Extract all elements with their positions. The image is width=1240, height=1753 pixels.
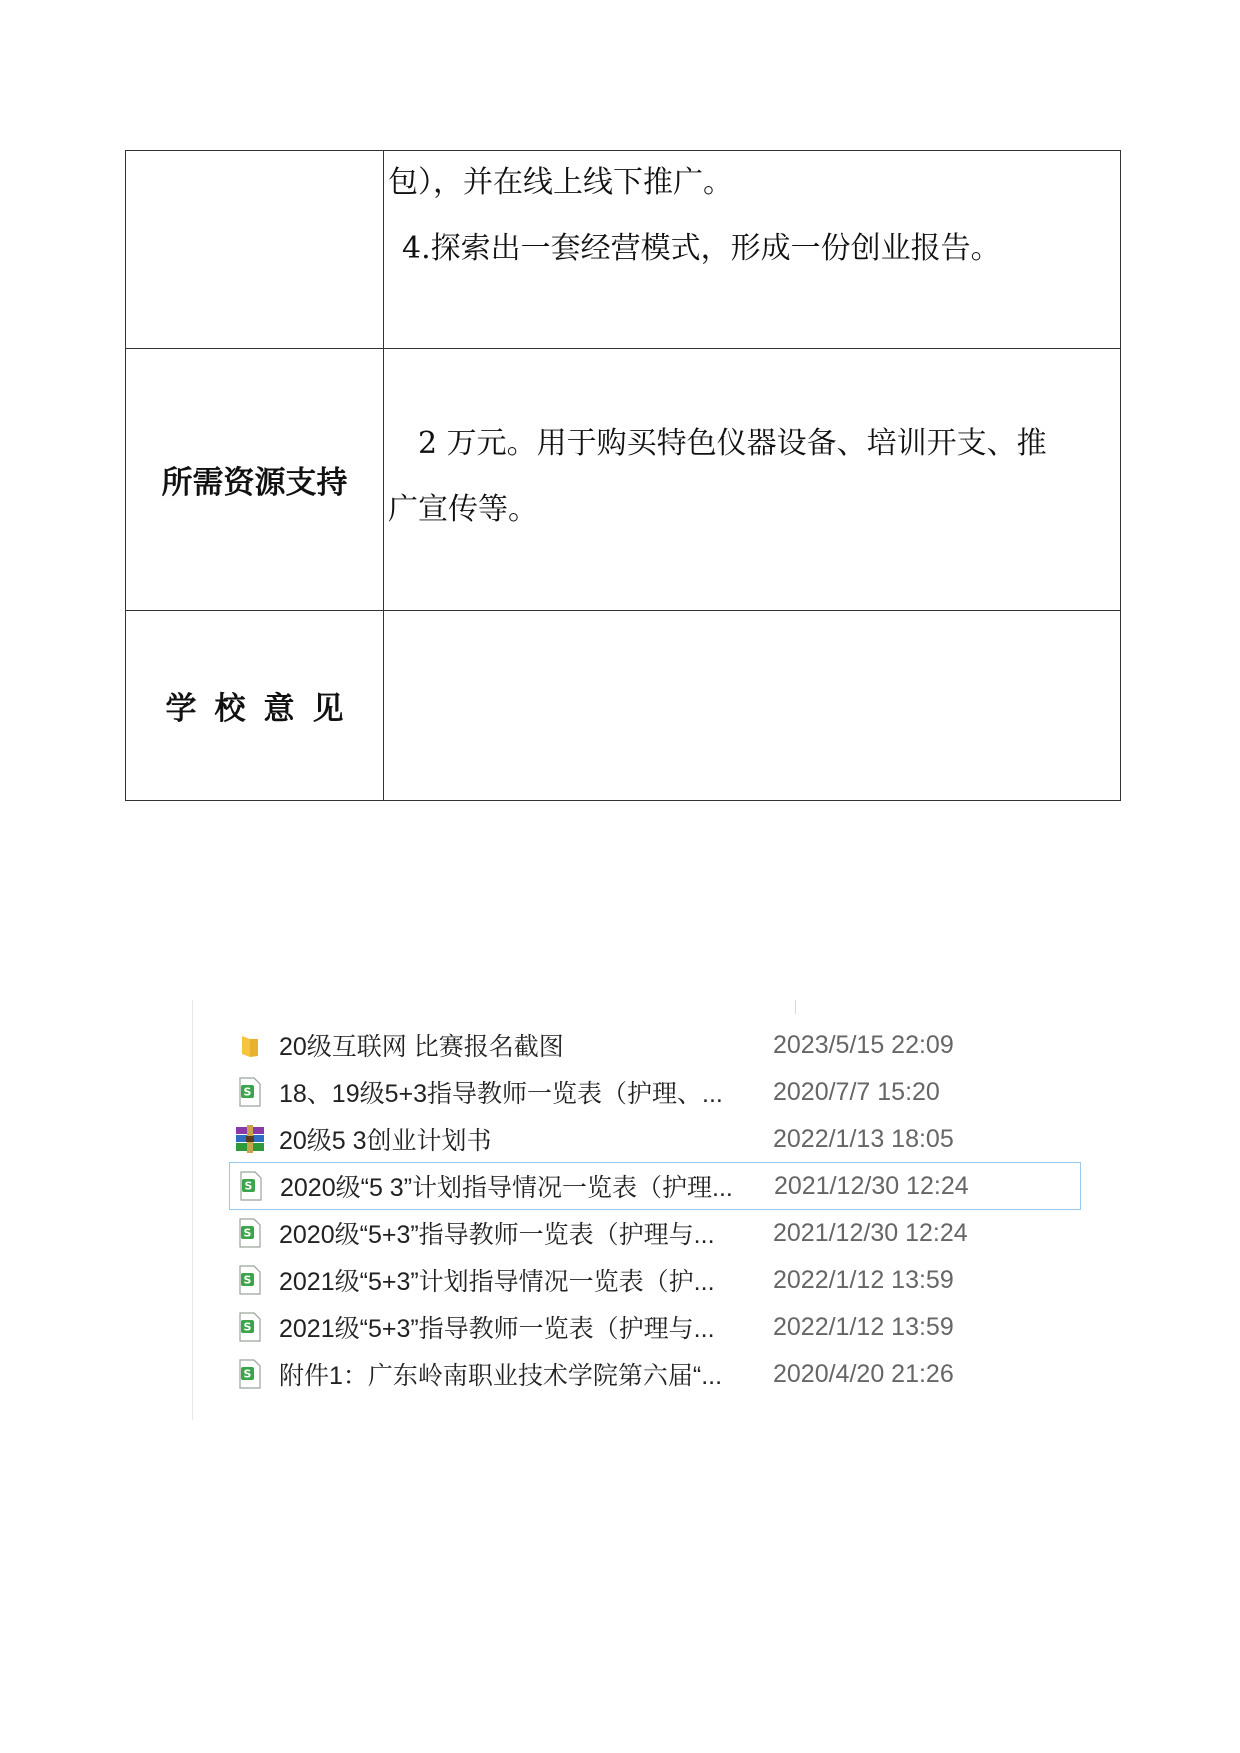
resources-content bbox=[384, 349, 1121, 611]
file-item[interactable] bbox=[233, 1304, 1077, 1350]
file-item-selected[interactable] bbox=[229, 1162, 1081, 1210]
form-row-school-opinion bbox=[126, 611, 1121, 801]
file-name: 2021级“5+3”指导教师一览表（护理与... bbox=[279, 1315, 715, 1343]
file-date: 2022/1/12 13:59 bbox=[773, 1265, 954, 1294]
file-name: 2020级“5+3”指导教师一览表（护理与... bbox=[279, 1221, 715, 1249]
file-name: 20级互联网 比赛报名截图 bbox=[279, 1033, 564, 1061]
spreadsheet-icon bbox=[235, 1263, 265, 1297]
resources-line-1: 2 万元。用于购买特色仪器设备、培训开支、推 bbox=[418, 426, 1047, 461]
form-row-outcomes bbox=[126, 151, 1121, 349]
file-date: 2020/7/7 15:20 bbox=[773, 1077, 940, 1106]
spreadsheet-icon bbox=[235, 1216, 265, 1250]
file-item[interactable] bbox=[233, 1351, 1077, 1397]
file-date: 2021/12/30 12:24 bbox=[773, 1218, 968, 1247]
application-form-table bbox=[125, 150, 1121, 801]
spreadsheet-icon bbox=[235, 1310, 265, 1344]
svg-text:S: S bbox=[243, 1367, 252, 1381]
file-item[interactable] bbox=[233, 1069, 1077, 1115]
file-name: 2021级“5+3”计划指导情况一览表（护... bbox=[279, 1268, 715, 1296]
spreadsheet-icon bbox=[235, 1357, 265, 1391]
svg-text:S: S bbox=[243, 1085, 252, 1099]
file-name: 20级5 3创业计划书 bbox=[279, 1127, 492, 1155]
svg-text:S: S bbox=[243, 1273, 252, 1287]
file-item[interactable] bbox=[233, 1022, 1077, 1068]
school-opinion-label: 学校意见 bbox=[126, 611, 384, 801]
rar-archive-icon bbox=[235, 1122, 265, 1156]
file-date: 2021/12/30 12:24 bbox=[774, 1171, 969, 1200]
resources-line-2: 广宣传等。 bbox=[388, 492, 538, 527]
outcomes-line-2: 4.探索出一套经营模式，形成一份创业报告。 bbox=[402, 231, 1001, 266]
spreadsheet-icon bbox=[236, 1169, 266, 1203]
file-name: 18、19级5+3指导教师一览表（护理、... bbox=[279, 1080, 723, 1108]
form-label-empty bbox=[126, 151, 384, 349]
file-item[interactable] bbox=[233, 1210, 1077, 1256]
spreadsheet-icon bbox=[235, 1075, 265, 1109]
file-date: 2022/1/13 18:05 bbox=[773, 1124, 954, 1153]
folder-icon bbox=[235, 1028, 265, 1062]
svg-text:S: S bbox=[243, 1226, 252, 1240]
outcomes-line-1: 包），并在线上线下推广。 bbox=[388, 165, 733, 200]
file-name: 2020级“5 3”计划指导情况一览表（护理... bbox=[280, 1174, 733, 1202]
resources-label: 所需资源支持 bbox=[126, 349, 384, 611]
outcomes-content bbox=[384, 151, 1121, 349]
column-separator bbox=[795, 1000, 796, 1014]
form-row-resources bbox=[126, 349, 1121, 611]
file-list-screenshot bbox=[192, 1000, 1096, 1420]
file-item[interactable] bbox=[233, 1257, 1077, 1303]
file-date: 2022/1/12 13:59 bbox=[773, 1312, 954, 1341]
school-opinion-content bbox=[384, 611, 1121, 801]
file-date: 2023/5/15 22:09 bbox=[773, 1030, 954, 1059]
svg-text:S: S bbox=[244, 1179, 253, 1193]
svg-text:S: S bbox=[243, 1320, 252, 1334]
file-item[interactable] bbox=[233, 1116, 1077, 1162]
file-date: 2020/4/20 21:26 bbox=[773, 1359, 954, 1388]
file-name: 附件1：广东岭南职业技术学院第六届“... bbox=[279, 1362, 723, 1390]
